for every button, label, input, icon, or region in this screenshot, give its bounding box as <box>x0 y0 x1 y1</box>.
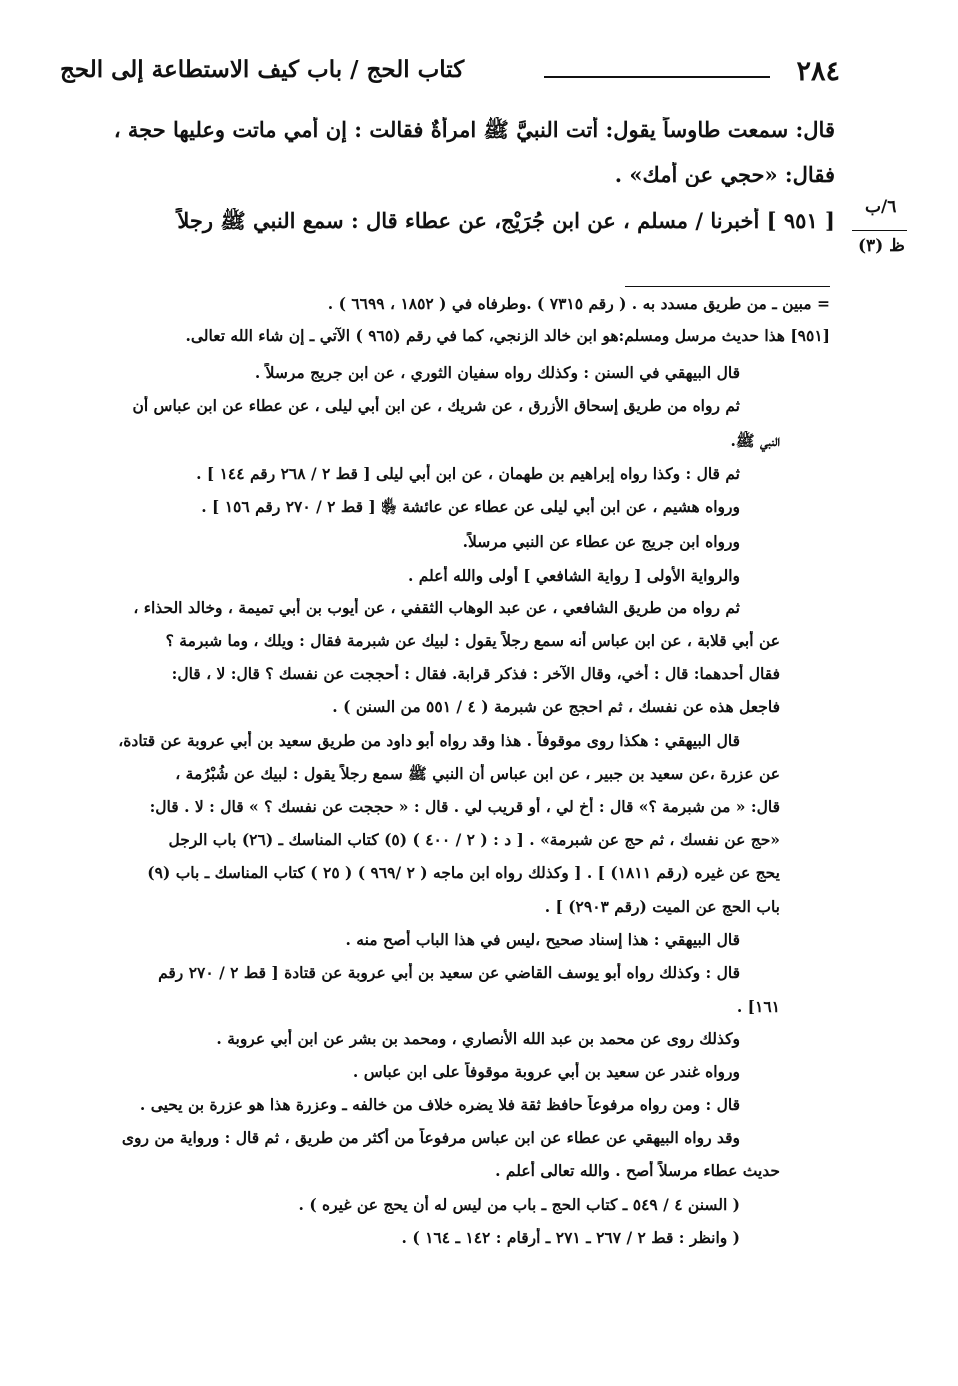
margin-note-folio: ٦/ب <box>865 197 897 217</box>
footnote-line: عن أبي قلابة ، عن ابن عباس أنه سمع رجلاً يقول : لبيك عن شبرمة فقال : ويلك ، وما شبرمة ؟ <box>165 631 780 650</box>
footnote-line: قال البيهقي في السنن : وكذلك رواه سفيان الثوري ، عن ابن جريج مرسلاً . <box>254 363 740 382</box>
footnote-line: = مبين ـ من طريق مسدد به . ( رقم ٧٣١٥ ) .وطرفاه في ( ١٨٥٢ ، ٦٦٩٩ ) . <box>327 294 830 313</box>
margin-note-manuscript: ظ (٣) <box>858 236 905 256</box>
footnote-line: عن عزرة ،عن سعيد بن جبير ، عن ابن عباس أن النبي ﷺ سمع رجلاً يقول : لبيك عن شُبْرُمة ، <box>175 764 780 783</box>
footnote-line: حديث عطاء مرسلاً أصح . والله تعالى أعلم . <box>495 1161 780 1180</box>
footnote-line: وكذلك روى عن محمد بن عبد الله الأنصاري ، ومحمد بن بشر عن ابن أبي عروبة . <box>216 1029 740 1048</box>
footnote-line: يحج عن غيره (رقم ١٨١١) ] . [ وكذلك رواه ابن ماجه ( ٢ /٩٦٩ ) ( ٢٥ ) كتاب المناسك ـ باب (٩) <box>147 863 780 882</box>
footnote-separator <box>625 286 830 287</box>
footnote-line: قال البيهقي : هكذا روى موقوفاً . هذا وقد رواه أبو داود من طريق سعيد بن أبي عروبة عن قتادة، <box>118 731 740 750</box>
footnote-line: ورواه ابن جريج عن عطاء عن النبي مرسلاً. <box>462 532 740 551</box>
footnote-line: وقد رواه البيهقي عن عطاء عن ابن عباس مرفوعاً من أكثر من طريق ، ثم قال : ورواية من روى <box>121 1128 740 1147</box>
footnote-line: فاجعل هذه عن نفسك ، ثم احجج عن شبرمة ( ٤ / ٥٥١ من السنن ) . <box>332 697 780 716</box>
footnote-line: باب الحج عن الميت (رقم ٢٩٠٣) ] . <box>544 897 780 916</box>
footnote-line: ثم رواه من طريق الشافعي ، عن عبد الوهاب الثقفي ، عن أيوب بن أبي تميمة ، وخالد الحذاء ، <box>133 598 740 617</box>
footnote-line: ورواه هشيم ، عن ابن أبي ليلى عن عطاء عن عائشة ﵂ [ قط ٢ / ٢٧٠ رقم ١٥٦ ] . <box>201 497 740 516</box>
footnote-line: ورواه غندر عن سعيد بن أبي عروبة موقوفاً على ابن عباس . <box>352 1062 740 1081</box>
footnote-line: ثم قال : وكذا رواه إبراهيم بن طهمان ، عن ابن أبي ليلى [ قط ٢ / ٢٦٨ رقم ١٤٤ ] . <box>196 464 740 483</box>
footnote-line: والرواية الأولى [ رواية الشافعي ] أولى والله أعلم . <box>407 566 740 585</box>
header-rule <box>544 76 770 78</box>
footnote-line: فقال أحدهما: قال : أخي، وقال الآخر : فذكر قرابة. فقال : أحججت عن نفسك ؟ قال: لا ، قال: <box>171 664 780 683</box>
footnote-line: ١٦١] . <box>736 997 780 1016</box>
footnote-line: ( وانظر : قط ٢ / ٢٦٧ ـ ٢٧١ ـ أرقام : ١٤٢ ـ ١٦٤ ) . <box>401 1228 740 1247</box>
footnote-line: [٩٥١] هذا حديث مرسل ومسلم:هو ابن خالد الزنجي، كما في رقم (٩٦٥ ) الآتي ـ إن شاء الله تعالى. <box>185 326 830 345</box>
footnote-line: ثم رواه من طريق إسحاق الأزرق ، عن شريك ، عن ابن أبي ليلى ، عن عطاء عن ابن عباس أن <box>132 396 740 415</box>
footnote-line: قال: « من شبرمة ؟» قال : أخ لي ، أو قريب لي . قال : « حججت عن نفسك ؟ » قال : لا . قال: <box>149 797 780 816</box>
footnote-line: ( السنن ٤ / ٥٤٩ ـ كتاب الحج ـ باب من ليس له أن يحج عن غيره ) . <box>298 1195 740 1214</box>
footnote-line: قال البيهقي : هذا إسناد صحيح ،ليس في هذا الباب أصح منه . <box>345 930 740 949</box>
page-number: ٢٨٤ <box>796 56 840 87</box>
main-text-line: فقال: «حجي عن أمك» . <box>614 162 835 187</box>
footnote-line: قال : ومن رواه مرفوعاً حافظ ثقة فلا يضره خلاف من خالفه ـ وعزرة هذا هو عزرة بن يحيى . <box>139 1095 740 1114</box>
running-header <box>60 54 840 94</box>
footnote-line: النبي ﷺ. <box>730 431 780 450</box>
running-title: كتاب الحج / باب كيف الاستطاعة إلى الحج <box>60 56 465 83</box>
margin-rule <box>852 230 907 231</box>
footnote-line: «حج عن نفسك ، ثم حج عن شبرمة» . [ د : ( ٢ / ٤٠٠ ) (٥) كتاب المناسك ـ (٢٦) باب الرجل <box>168 830 780 849</box>
main-text-line: قال: سمعت طاوساً يقول: أتت النبيَّ ﷺ امرأةٌ فقالت : إن أمي ماتت وعليها حجة ، <box>113 117 835 142</box>
main-text-line: [ ٩٥١ ] أخبرنا / مسلم ، عن ابن جُرَيْج، عن عطاء قال : سمع النبي ﷺ رجلاً <box>177 208 835 233</box>
footnote-line: قال : وكذلك رواه أبو يوسف القاضي عن سعيد بن أبي عروبة عن قتادة [ قط ٢ / ٢٧٠ رقم <box>158 963 740 982</box>
